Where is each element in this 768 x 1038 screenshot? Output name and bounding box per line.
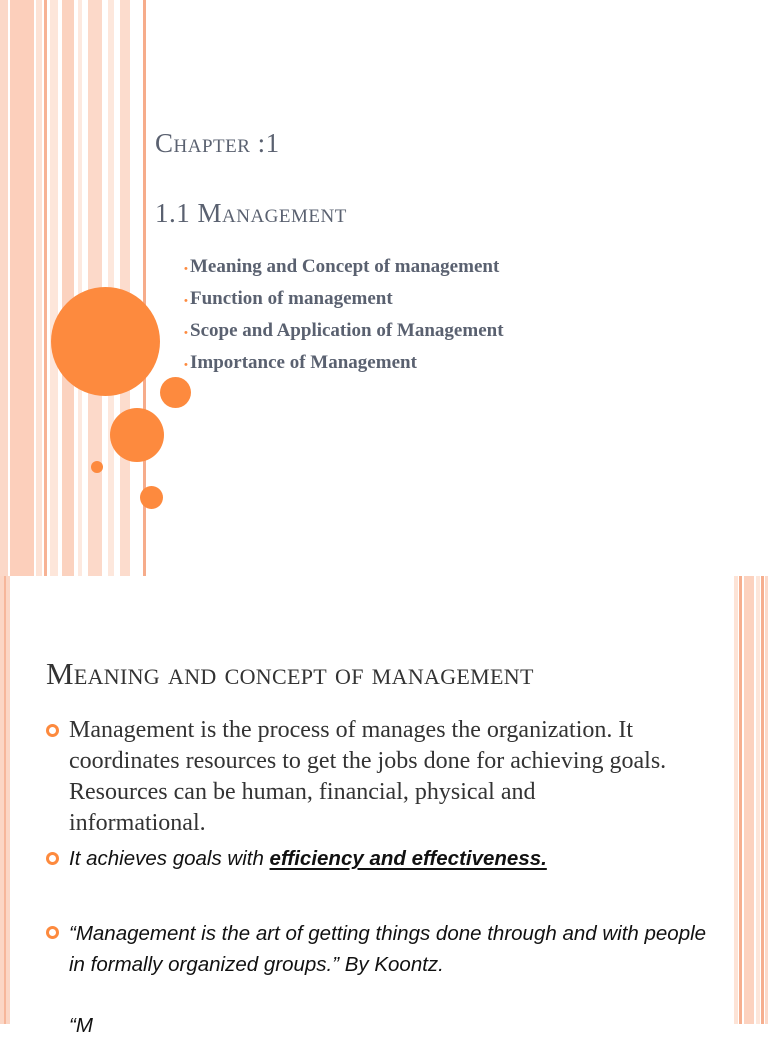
- topic-item: • Meaning and Concept of management: [184, 254, 504, 286]
- goals-statement: It achieves goals with efficiency and effectiveness.: [69, 847, 547, 870]
- ring-bullet-icon: [46, 852, 59, 865]
- ring-bullet-icon: [46, 724, 59, 737]
- slide-meaning-concept: [0, 576, 768, 1037]
- decorative-circle-small-2: [140, 486, 163, 509]
- bullet-dot-icon: •: [184, 263, 188, 275]
- next-quote-partial: “M: [69, 1014, 93, 1037]
- topic-item: • Scope and Application of Management: [184, 318, 504, 350]
- topic-item: • Function of management: [184, 286, 504, 318]
- emphasis-text: efficiency and effectiveness.: [269, 847, 547, 870]
- bullet-dot-icon: •: [184, 327, 188, 339]
- topic-item: • Importance of Management: [184, 350, 504, 382]
- ring-bullet-icon: [46, 926, 59, 939]
- decorative-circle-tiny: [91, 461, 103, 473]
- decorative-circle-medium: [110, 408, 164, 462]
- bullet-dot-icon: •: [184, 359, 188, 371]
- slide-title: Meaning and concept of management: [46, 656, 534, 691]
- decorative-circle-large: [51, 287, 160, 396]
- section-title: 1.1 Management: [155, 198, 347, 228]
- bullet-dot-icon: •: [184, 295, 188, 307]
- definition-paragraph: Management is the process of manages the organization. It coordinates resources to get the jobs done for achieving goals. Resources can be human, financial, physical and informational.: [69, 717, 667, 836]
- chapter-title: Chapter :1: [155, 128, 280, 158]
- koontz-quote: “Management is the art of getting things done through and with people in formally organized groups.” By Koontz.: [69, 922, 707, 976]
- topic-list: [184, 254, 504, 382]
- right-border-stripe: [734, 576, 768, 1024]
- decorative-stripes: [0, 0, 148, 576]
- left-border-line: [4, 576, 6, 1024]
